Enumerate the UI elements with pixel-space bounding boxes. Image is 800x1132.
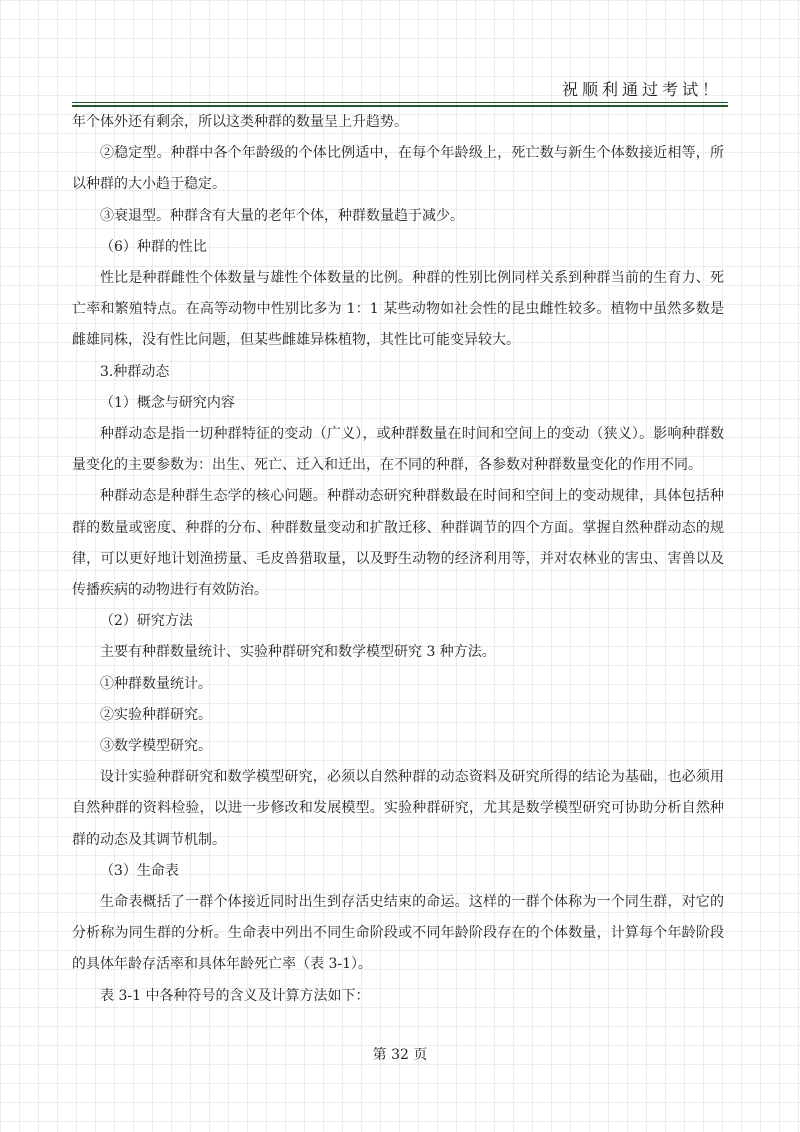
section-heading: （2）研究方法	[100, 613, 193, 630]
paragraph: 主要有种群数量统计、实验种群研究和数学模型研究 3 种方法。	[100, 644, 496, 661]
paragraph: 性比是种群雌性个体数量与雄性个体数量的比例。种群的性别比例同样关系到种群当前的生育力、死亡率和繁殖特点。在高等动物中性别比多为 1：1 某些动物如社会性的昆虫雌性较多。植物中虽然多数是雌雄同株，没有性比问题，但某些雌雄异株植物，其性比可能变异较大。	[72, 270, 724, 349]
document-body	[72, 107, 724, 1012]
paragraph: 年个体外还有剩余，所以这类种群的数量呈上升趋势。	[72, 114, 408, 130]
page-number: 第 32 页	[372, 1047, 428, 1063]
section-heading: （3）生命表	[100, 862, 179, 879]
section-heading: （1）概念与研究内容	[100, 394, 235, 411]
list-item: ③数学模型研究。	[100, 738, 212, 755]
paragraph: 种群动态是指一切种群特征的变动（广义），或种群数量在时间和空间上的变动（狭义）。影响种群数量变化的主要参数为：出生、死亡、迁入和迁出，在不同的种群，各参数对种群数量变化的作用不同。	[72, 426, 724, 474]
paragraph: 表 3-1 中各种符号的含义及计算方法如下：	[100, 987, 370, 1004]
paragraph: 设计实验种群研究和数学模型研究，必须以自然种群的动态资料及研究所得的结论为基础，也必须用自然种群的资料检验，以进一步修改和发展模型。实验种群研究，尤其是数学模型研究可协助分析自然种群的动态及其调节机制。	[72, 769, 724, 848]
list-item: ②实验种群研究。	[100, 706, 212, 723]
paragraph: 生命表概括了一群个体接近同时出生到存活史结束的命运。这样的一群个体称为一个同生群，对它的分析称为同生群的分析。生命表中列出不同生命阶段或不同年龄阶段存在的个体数量，计算每个年龄阶段的具体年龄存活率和具体年龄死亡率（表 3-1）。	[72, 894, 724, 973]
header-title: 祝顺利通过考试！	[561, 80, 722, 99]
section-heading: （6）种群的性比	[100, 238, 207, 255]
paragraph: 种群动态是种群生态学的核心问题。种群动态研究种群数最在时间和空间上的变动规律，具体包括种群的数量或密度、种群的分布、种群数量变动和扩散迁移、种群调节的四个方面。掌握自然种群动态的规律，可以更好地计划渔捞量、毛皮兽猎取量，以及野生动物的经济利用等，并对农林业的害虫、害兽以及传播疾病的动物进行有效防治。	[72, 488, 724, 599]
paragraph: ②稳定型。种群中各个年龄级的个体比例适中，在每个年龄级上，死亡数与新生个体数接近相等，所以种群的大小趋于稳定。	[72, 145, 724, 193]
section-heading: 3.种群动态	[100, 363, 170, 380]
list-item: ①种群数量统计。	[100, 675, 212, 692]
paragraph: ③衰退型。种群含有大量的老年个体，种群数量趋于减少。	[100, 207, 464, 224]
